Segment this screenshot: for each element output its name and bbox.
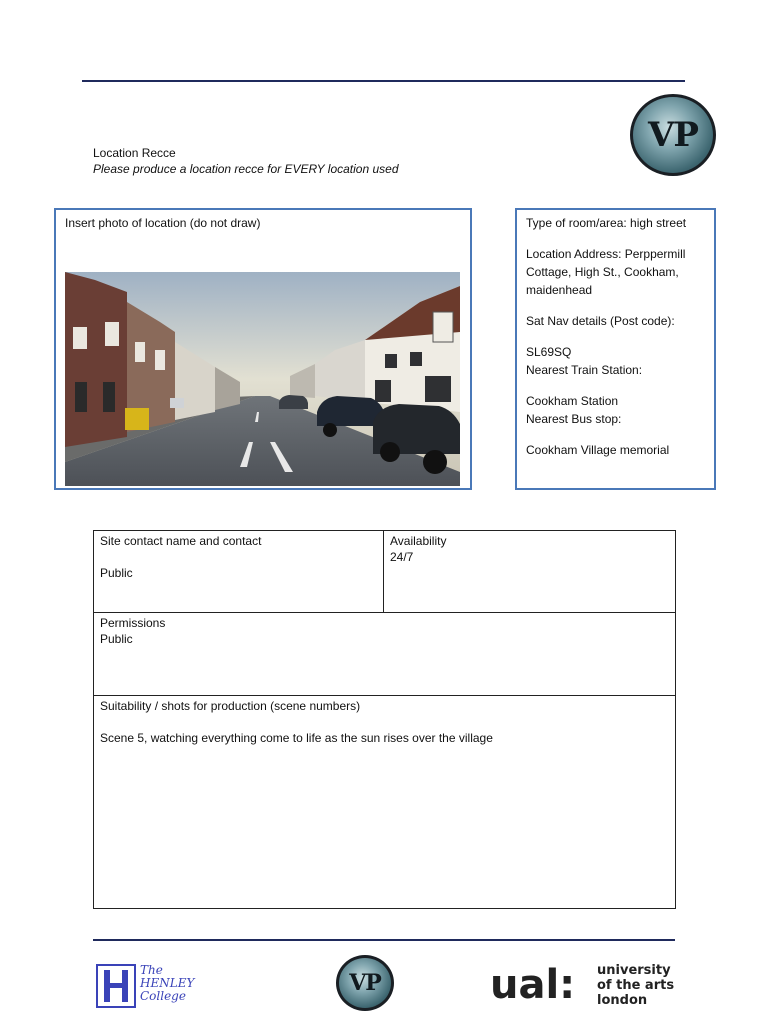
henley-text-line1: The bbox=[140, 963, 163, 977]
contact-value: Public bbox=[100, 566, 133, 580]
table-row bbox=[94, 613, 676, 696]
contact-label: Site contact name and contact bbox=[100, 534, 262, 548]
contact-cell bbox=[94, 531, 384, 613]
ual-text-line1: university bbox=[597, 963, 671, 978]
header-rule bbox=[82, 80, 685, 82]
bus-stop-label: Nearest Bus stop: bbox=[526, 412, 622, 426]
henley-crest-icon bbox=[96, 964, 136, 1008]
availability-cell bbox=[384, 531, 676, 613]
availability-value: 24/7 bbox=[390, 550, 414, 564]
page-heading bbox=[93, 145, 593, 177]
location-address: Location Address: Perppermill Cottage, High St., Cookham, maidenhead bbox=[526, 247, 686, 297]
permissions-value: Public bbox=[100, 632, 133, 646]
table-row bbox=[94, 696, 676, 909]
postcode: SL69SQ bbox=[526, 345, 572, 359]
permissions-label: Permissions bbox=[100, 616, 166, 630]
room-type: Type of room/area: high street bbox=[526, 216, 687, 230]
ual-mark: ual: bbox=[490, 962, 576, 1008]
permissions-cell bbox=[94, 613, 676, 696]
vp-logo-text: VP bbox=[648, 115, 698, 155]
page-subtitle: Please produce a location recce for EVERY location used bbox=[93, 162, 399, 176]
train-station-value: Cookham Station bbox=[526, 394, 619, 408]
photo-box-label: Insert photo of location (do not draw) bbox=[65, 216, 261, 230]
location-photo bbox=[65, 272, 460, 486]
suitability-label: Suitability / shots for production (scene numbers) bbox=[100, 699, 361, 713]
suitability-cell bbox=[94, 696, 676, 909]
vp-logo bbox=[630, 94, 716, 176]
footer-vp-logo bbox=[336, 955, 394, 1011]
footer-rule bbox=[93, 939, 675, 941]
table-row bbox=[94, 531, 676, 613]
train-station-label: Nearest Train Station: bbox=[526, 363, 643, 377]
page-title: Location Recce bbox=[93, 146, 176, 160]
suitability-value: Scene 5, watching everything come to life as the sun rises over the village bbox=[100, 731, 493, 745]
availability-label: Availability bbox=[390, 534, 447, 548]
ual-text-line2: of the arts bbox=[597, 978, 675, 993]
ual-text-line3: london bbox=[597, 993, 648, 1008]
ual-logo bbox=[490, 962, 680, 1010]
bus-stop-value: Cookham Village memorial bbox=[526, 443, 670, 457]
henley-text-line2: HENLEY bbox=[140, 976, 195, 990]
footer-vp-logo-text: VP bbox=[349, 970, 381, 996]
henley-text-line3: College bbox=[140, 989, 186, 1003]
henley-college-logo bbox=[96, 964, 206, 1008]
site-info-table bbox=[93, 530, 676, 909]
street-photo-illustration bbox=[65, 272, 460, 486]
location-details-box bbox=[515, 208, 716, 490]
photo-box bbox=[54, 208, 472, 490]
sat-nav-label: Sat Nav details (Post code): bbox=[526, 314, 675, 328]
